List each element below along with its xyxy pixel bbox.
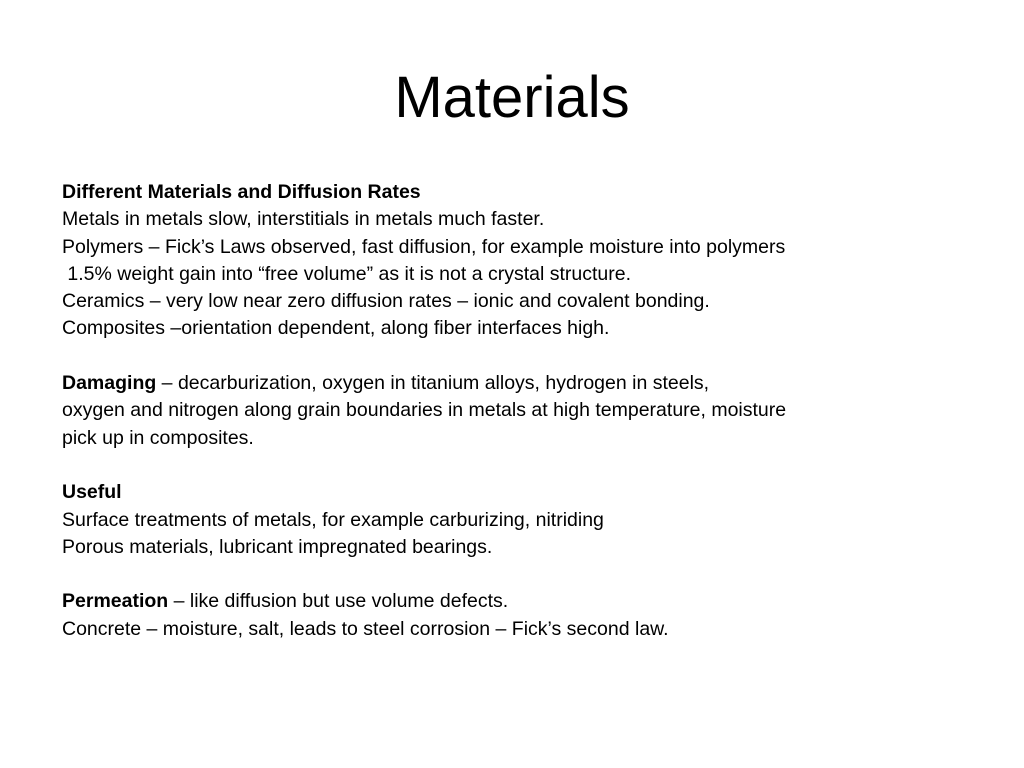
body-line: 1.5% weight gain into “free volume” as it is not a crystal structure. bbox=[62, 262, 631, 285]
body-line: Polymers – Fick’s Laws observed, fast diffusion, for example moisture into polymers bbox=[62, 235, 786, 258]
body-line: Ceramics – very low near zero diffusion rates – ionic and covalent bonding. bbox=[62, 290, 710, 313]
body-line: Porous materials, lubricant impregnated bearings. bbox=[62, 535, 493, 558]
spacer bbox=[62, 343, 962, 370]
body-line: pick up in composites. bbox=[62, 426, 254, 449]
section-line-damaging bbox=[62, 370, 962, 397]
body-text: – decarburization, oxygen in titanium alloys, hydrogen in steels, bbox=[156, 372, 710, 395]
slide-body bbox=[62, 179, 962, 643]
spacer bbox=[62, 561, 962, 588]
body-text: – like diffusion but use volume defects. bbox=[168, 590, 509, 613]
body-line: Surface treatments of metals, for example carburizing, nitriding bbox=[62, 508, 604, 531]
section-heading-damaging: Damaging bbox=[62, 372, 157, 395]
section-heading-diffusion-rates: Different Materials and Diffusion Rates bbox=[62, 181, 421, 203]
slide-title: Materials bbox=[394, 65, 630, 130]
section-line-permeation bbox=[62, 588, 962, 615]
body-line: Composites –orientation dependent, along fiber interfaces high. bbox=[62, 317, 610, 340]
body-line: Metals in metals slow, interstitials in metals much faster. bbox=[62, 208, 545, 231]
spacer bbox=[62, 452, 962, 479]
section-heading-useful: Useful bbox=[62, 481, 122, 504]
section-heading-permeation: Permeation bbox=[62, 590, 169, 613]
body-line: oxygen and nitrogen along grain boundaries in metals at high temperature, moisture bbox=[62, 399, 787, 422]
body-line: Concrete – moisture, salt, leads to steel corrosion – Fick’s second law. bbox=[62, 617, 669, 640]
